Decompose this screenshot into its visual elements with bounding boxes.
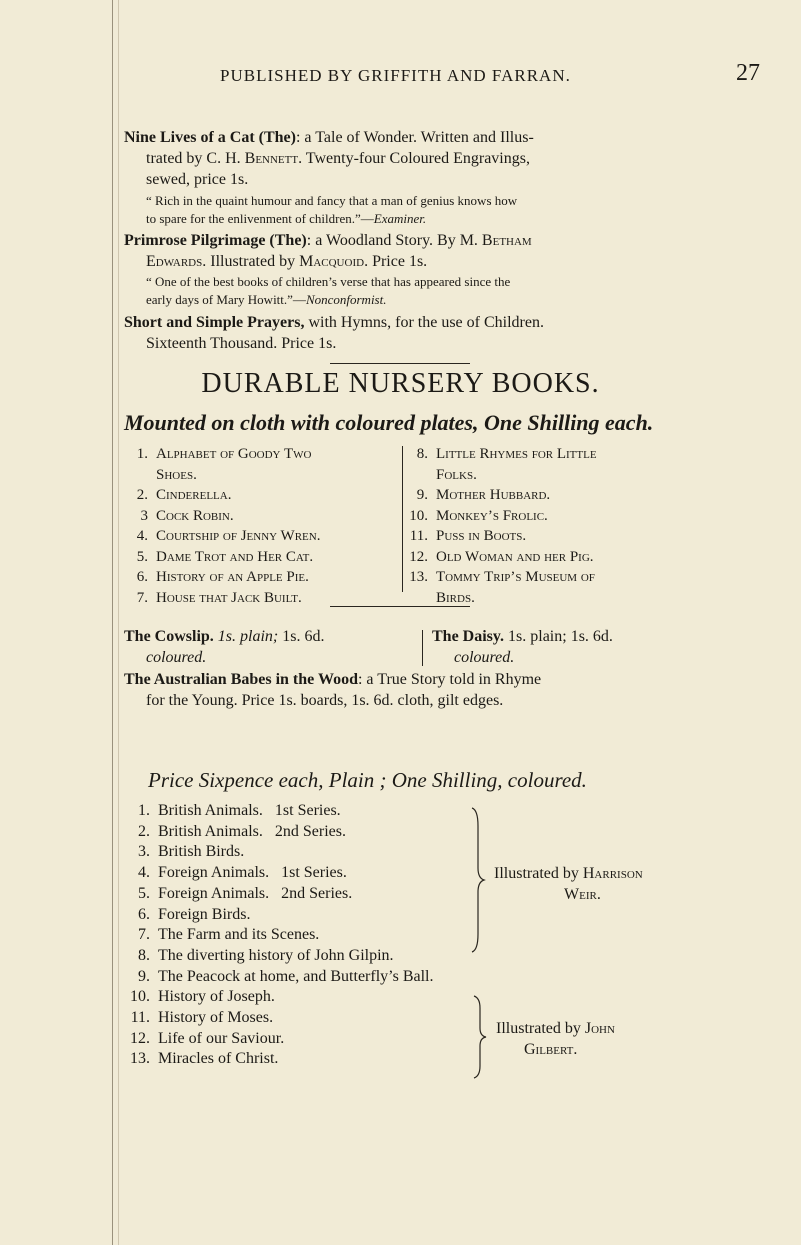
list-item-continuation: Birds. <box>436 589 475 606</box>
section-heading: DURABLE NURSERY BOOKS. <box>201 368 600 399</box>
list-item: 1. British Animals. 1st Series. <box>138 802 341 819</box>
review-quote: “ Rich in the quaint humour and fancy that a man of genius knows how to spare for the enlivenment of children.”—Examiner. <box>146 193 518 226</box>
list-item-continuation: Shoes. <box>156 466 197 483</box>
list-item: 12. Life of our Saviour. <box>130 1029 285 1047</box>
section-divider <box>330 363 470 364</box>
list-item: 5. Dame Trot and Her Cat. <box>136 548 314 565</box>
page-edge-line <box>118 0 119 1245</box>
entry-cowslip: The Cowslip. 1s. plain; 1s. 6d. coloured. <box>124 628 325 666</box>
durable-list-left <box>124 444 394 608</box>
entry-daisy: The Daisy. 1s. plain; 1s. 6d. coloured. <box>432 628 613 666</box>
entry-title: Nine Lives of a Cat (The) <box>124 129 296 146</box>
list-item: 2. Cinderella. <box>136 487 232 503</box>
page-edge-line <box>112 0 113 1245</box>
list-item: 9. The Peacock at home, and Butterfly’s Ball. <box>138 967 434 985</box>
list-item: 8. The diverting history of John Gilpin. <box>138 946 394 964</box>
list-item: 13. Miracles of Christ. <box>130 1050 279 1068</box>
list-item: 4. Foreign Animals. 1st Series. <box>138 864 347 882</box>
illustrator-note: Illustrated by John Gilbert. <box>496 1020 615 1058</box>
list-item: 3 Cock Robin. <box>140 507 234 524</box>
list-item: 11. Puss in Boots. <box>409 528 527 544</box>
list-item-continuation: Folks. <box>436 466 477 483</box>
list-item: 6. Foreign Birds. <box>138 905 251 923</box>
list-item: 9. Mother Hubbard. <box>416 487 551 503</box>
entry-australian-babes: The Australian Babes in the Wood: a True Story told in Rhyme for the Young. Price 1s. boards, 1s. 6d. cloth, gilt edges. <box>124 671 542 709</box>
entry-title: Short and Simple Prayers, <box>124 314 305 331</box>
list-item: 10. History of Joseph. <box>130 988 275 1006</box>
list-item: 2. British Animals. 2nd Series. <box>138 822 347 840</box>
list-item: 11. History of Moses. <box>130 1009 274 1027</box>
illustrator-note: Illustrated by Harrison Weir. <box>494 865 643 903</box>
author-name: Bennett <box>244 150 299 167</box>
section-subheading: Mounted on cloth with coloured plates, One Shilling each. <box>124 410 654 435</box>
durable-list-right <box>404 444 784 608</box>
quote-source: Nonconformist. <box>305 292 387 307</box>
entry-short-prayers: Short and Simple Prayers, with Hymns, for the use of Children. Sixteenth Thousand. Price 1s. <box>124 314 544 352</box>
running-header: PUBLISHED BY GRIFFITH AND FARRAN. <box>220 66 571 85</box>
section-heading: Price Sixpence each, Plain ; One Shilling, coloured. <box>148 768 587 792</box>
review-quote: “ One of the best books of children’s verse that has appeared since the early days of Mary Howitt.”—Nonconformist. <box>146 274 511 307</box>
author-name: Edwards <box>146 253 203 270</box>
section-divider <box>330 606 470 607</box>
entry-title: Primrose Pilgrimage (The) <box>124 232 307 249</box>
list-item: 4. Courtship of Jenny Wren. <box>136 528 321 544</box>
list-item: 10. Monkey’s Frolic. <box>409 507 548 524</box>
brace-icon <box>470 994 490 1080</box>
entry-primrose-pilgrimage: Primrose Pilgrimage (The): a Woodland Story. By M. Betham Edwards. Illustrated by Macquoid. Price 1s. <box>124 232 532 270</box>
column-divider <box>422 630 423 666</box>
list-item: 7. House that Jack Built. <box>136 589 302 606</box>
list-item: 13. Tommy Trip’s Museum of <box>409 569 595 585</box>
list-item: 7. The Farm and its Scenes. <box>138 926 320 944</box>
column-divider <box>402 446 403 592</box>
sixpence-list <box>124 801 433 1070</box>
brace-icon <box>468 806 488 954</box>
list-item: 8. Little Rhymes for Little <box>416 446 597 462</box>
page-number: 27 <box>736 60 760 86</box>
entry-title: The Australian Babes in the Wood <box>124 671 358 688</box>
list-item: 12. Old Woman and her Pig. <box>409 548 594 565</box>
list-item: 6. History of an Apple Pie. <box>136 569 309 585</box>
list-item: 5. Foreign Animals. 2nd Series. <box>138 884 353 902</box>
entry-nine-lives: Nine Lives of a Cat (The): a Tale of Wonder. Written and Illus- trated by C. H. Bennett. Twenty-four Coloured Engravings, sewed, price 1s. <box>124 129 534 188</box>
list-item: 1. Alphabet of Goody Two <box>136 446 312 462</box>
list-item: 3. British Birds. <box>138 843 245 861</box>
quote-source: Examiner. <box>373 211 427 226</box>
